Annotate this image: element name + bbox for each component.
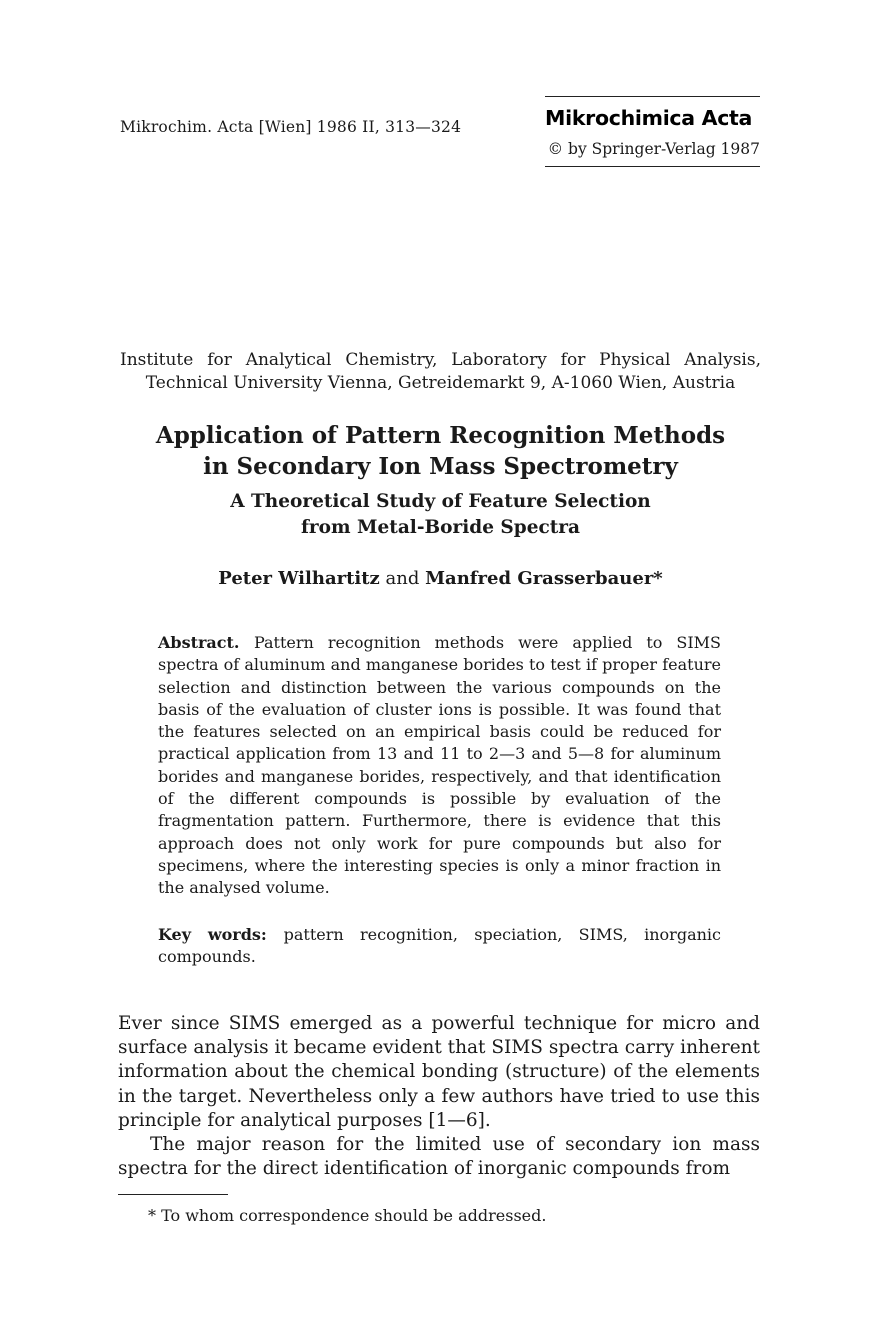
authors <box>120 568 761 589</box>
abstract <box>158 632 721 900</box>
author-1: Peter Wilhartitz <box>218 568 380 589</box>
journal-rule-bottom <box>545 166 760 167</box>
body-paragraph-1: Ever since SIMS emerged as a powerful technique for micro and surface analysis it became evident that SIMS spectra carry inherent information about the chemical bonding (structure) of the elements in the target. Nevertheless only a few authors have tried to use this principle for analytical purposes [1—6]. <box>118 1013 760 1131</box>
citation: Mikrochim. Acta [Wien] 1986 II, 313—324 <box>120 118 462 136</box>
affiliation-line-1: Institute for Analytical Chemistry, Laboratory for Physical Analysis, <box>120 350 761 370</box>
journal-logo-text: Mikrochimica Acta <box>545 106 753 130</box>
author-2: Manfred Grasserbauer* <box>425 568 663 589</box>
journal-logo <box>545 106 760 130</box>
journal-rule-top <box>545 96 760 97</box>
abstract-text: Pattern recognition methods were applied to SIMS spectra of aluminum and manganese borides to test if proper feature selection and distinction between the various compounds on the basis of the evaluation of cluster ions is possible. It was found that the features selected on an empirical basis could be reduced for practical application from 13 and 11 to 2—3 and 5—8 for aluminum borides and manganese borides, respectively, and that identification of the different compounds is possible by evaluation of the fragmentation pattern. Furthermore, there is evidence that this approach does not only work for pure compounds but also for specimens, where the interesting species is only a minor fraction in the analysed volume. <box>158 633 721 898</box>
body-text <box>118 1012 760 1181</box>
affiliation <box>120 349 761 395</box>
keywords-text: pattern recognition, speciation, SIMS, inorganic compounds. <box>158 925 721 967</box>
affiliation-line-2: Technical University Vienna, Getreidemarkt 9, A-1060 Wien, Austria <box>145 373 736 393</box>
body-paragraph-2: The major reason for the limited use of secondary ion mass spectra for the direct identification of inorganic compounds from <box>118 1134 760 1180</box>
paper-title <box>120 420 761 482</box>
subtitle-line-2: from Metal-Boride Spectra <box>300 517 581 538</box>
footnote: * To whom correspondence should be addressed. <box>148 1206 547 1225</box>
title-line-2: in Secondary Ion Mass Spectrometry <box>203 453 678 480</box>
abstract-label: Abstract. <box>158 633 254 652</box>
paper-subtitle <box>120 489 761 541</box>
subtitle-line-1: A Theoretical Study of Feature Selection <box>230 491 651 512</box>
title-line-1: Application of Pattern Recognition Methods <box>155 422 726 449</box>
author-conjunction: and <box>385 568 426 589</box>
keywords-label: Key words: <box>158 925 284 944</box>
keywords <box>158 924 721 969</box>
footnote-rule <box>118 1194 228 1195</box>
journal-block <box>545 96 760 167</box>
copyright: © by Springer-Verlag 1987 <box>547 140 760 158</box>
